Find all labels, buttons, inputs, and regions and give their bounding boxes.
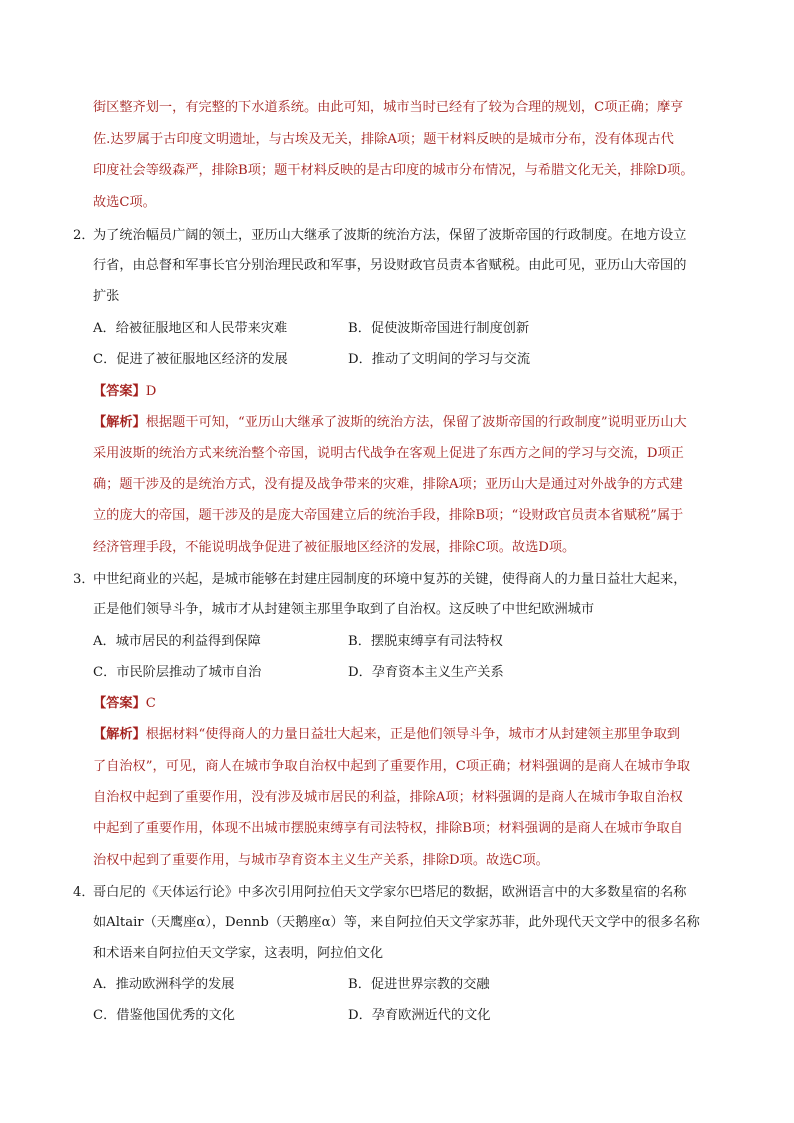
answer-line	[93, 382, 156, 402]
option-a: A．推动欧洲科学的发展	[93, 977, 235, 992]
analysis-line: 佐.达罗属于古印度文明遗址，与古埃及无关，排除A项；题干材料反映的是城市分布，没有体现古代	[93, 132, 674, 147]
analysis-line	[93, 725, 680, 745]
question-stem-line: 和术语来自阿拉伯天文学家，这表明，阿拉伯文化	[93, 946, 384, 961]
analysis-line: 中起到了重要作用，体现不出城市摆脱束缚享有司法特权，排除B项；材料强调的是商人在城市争取自	[93, 821, 683, 836]
option-a: A．给被征服地区和人民带来灾难	[93, 321, 288, 336]
option-d: D．推动了文明间的学习与交流	[348, 352, 531, 367]
answer-label: 【答案】	[93, 696, 146, 711]
analysis-line: 了自治权”，可见，商人在城市争取自治权中起到了重要作用，C项正确；材料强调的是商人在城市争取	[93, 759, 691, 774]
question-stem-line: 中世纪商业的兴起，是城市能够在封建庄园制度的环境中复苏的关键，使得商人的力量日益壮大起来，	[93, 572, 687, 587]
answer-line	[93, 694, 156, 714]
option-c: C．借鉴他国优秀的文化	[93, 1008, 235, 1023]
answer-value: C	[145, 696, 156, 711]
question-stem-line: 正是他们领导斗争，城市才从封建领主那里争取到了自治权。这反映了中世纪欧洲城市	[93, 602, 595, 617]
analysis-line: 治权中起到了重要作用，与城市孕育资本主义生产关系，排除D项。故选C项。	[93, 853, 549, 868]
answer-label: 【答案】	[93, 384, 146, 399]
option-d: D．孕育欧洲近代的文化	[348, 1008, 491, 1023]
analysis-line: 经济管理手段，不能说明战争促进了被征服地区经济的发展，排除C项。故选D项。	[93, 540, 576, 555]
option-b: B．促使波斯帝国进行制度创新	[348, 321, 530, 336]
option-c: C．促进了被征服地区经济的发展	[93, 352, 288, 367]
analysis-line	[93, 413, 687, 433]
option-d: D．孕育资本主义生产关系	[348, 665, 504, 680]
question-number: 2．	[73, 228, 95, 243]
analysis-line: 确；题干涉及的是统治方式，没有提及战争带来的灾难，排除A项；亚历山大是通过对外战争的方式建	[93, 477, 683, 492]
analysis-line: 采用波斯的统治方式来统治整个帝国，说明古代战争在客观上促进了东西方之间的学习与交流，D项正	[93, 446, 684, 461]
option-b: B．促进世界宗教的交融	[348, 977, 490, 992]
question-stem-line: 哥白尼的《天体运行论》中多次引用阿拉伯天文学家尔巴塔尼的数据，欧洲语言中的大多数星宿的名称	[93, 885, 687, 900]
analysis-label: 【解析】	[93, 727, 146, 742]
analysis-label: 【解析】	[93, 415, 146, 430]
analysis-line: 立的庞大的帝国，题干涉及的是庞大帝国建立后的统治手段，排除B项；“设财政官员责本省赋税”属于	[93, 508, 684, 523]
question-stem-line: 行省，由总督和军事长官分别治理民政和军事，另设财政官员责本省赋税。由此可见，亚历山大帝国的	[93, 258, 687, 273]
analysis-line: 街区整齐划一，有完整的下水道系统。由此可知，城市当时已经有了较为合理的规划，C项正确；摩亨	[93, 100, 684, 115]
question-number: 3．	[73, 572, 95, 587]
answer-value: D	[145, 384, 157, 399]
analysis-line: 印度社会等级森严，排除B项；题干材料反映的是古印度的城市分布情况，与希腊文化无关，排除D项。	[93, 163, 694, 178]
option-b: B．摆脱束缚享有司法特权	[348, 634, 503, 649]
question-number: 4．	[73, 885, 95, 900]
option-a: A．城市居民的利益得到保障	[93, 634, 261, 649]
question-stem-line: 扩张	[93, 289, 120, 304]
analysis-text: 根据材料“使得商人的力量日益壮大起来，正是他们领导斗争，城市才从封建领主那里争取到	[145, 727, 680, 742]
option-c: C．市民阶层推动了城市自治	[93, 665, 262, 680]
analysis-line: 故选C项。	[93, 195, 156, 210]
analysis-line: 自治权中起到了重要作用，没有涉及城市居民的利益，排除A项；材料强调的是商人在城市争取自治权	[93, 790, 683, 805]
analysis-text: 根据题干可知，“亚历山大继承了波斯的统治方法，保留了波斯帝国的行政制度”说明亚历山大	[145, 415, 687, 430]
question-stem-line: 如Altair（天鹰座α），Dennb（天鹅座α）等，来自阿拉伯天文学家苏菲，此外现代天文学中的很多名称	[93, 915, 700, 930]
question-stem-line: 为了统治幅员广阔的领土，亚历山大继承了波斯的统治方法，保留了波斯帝国的行政制度。在地方设立	[93, 228, 687, 243]
